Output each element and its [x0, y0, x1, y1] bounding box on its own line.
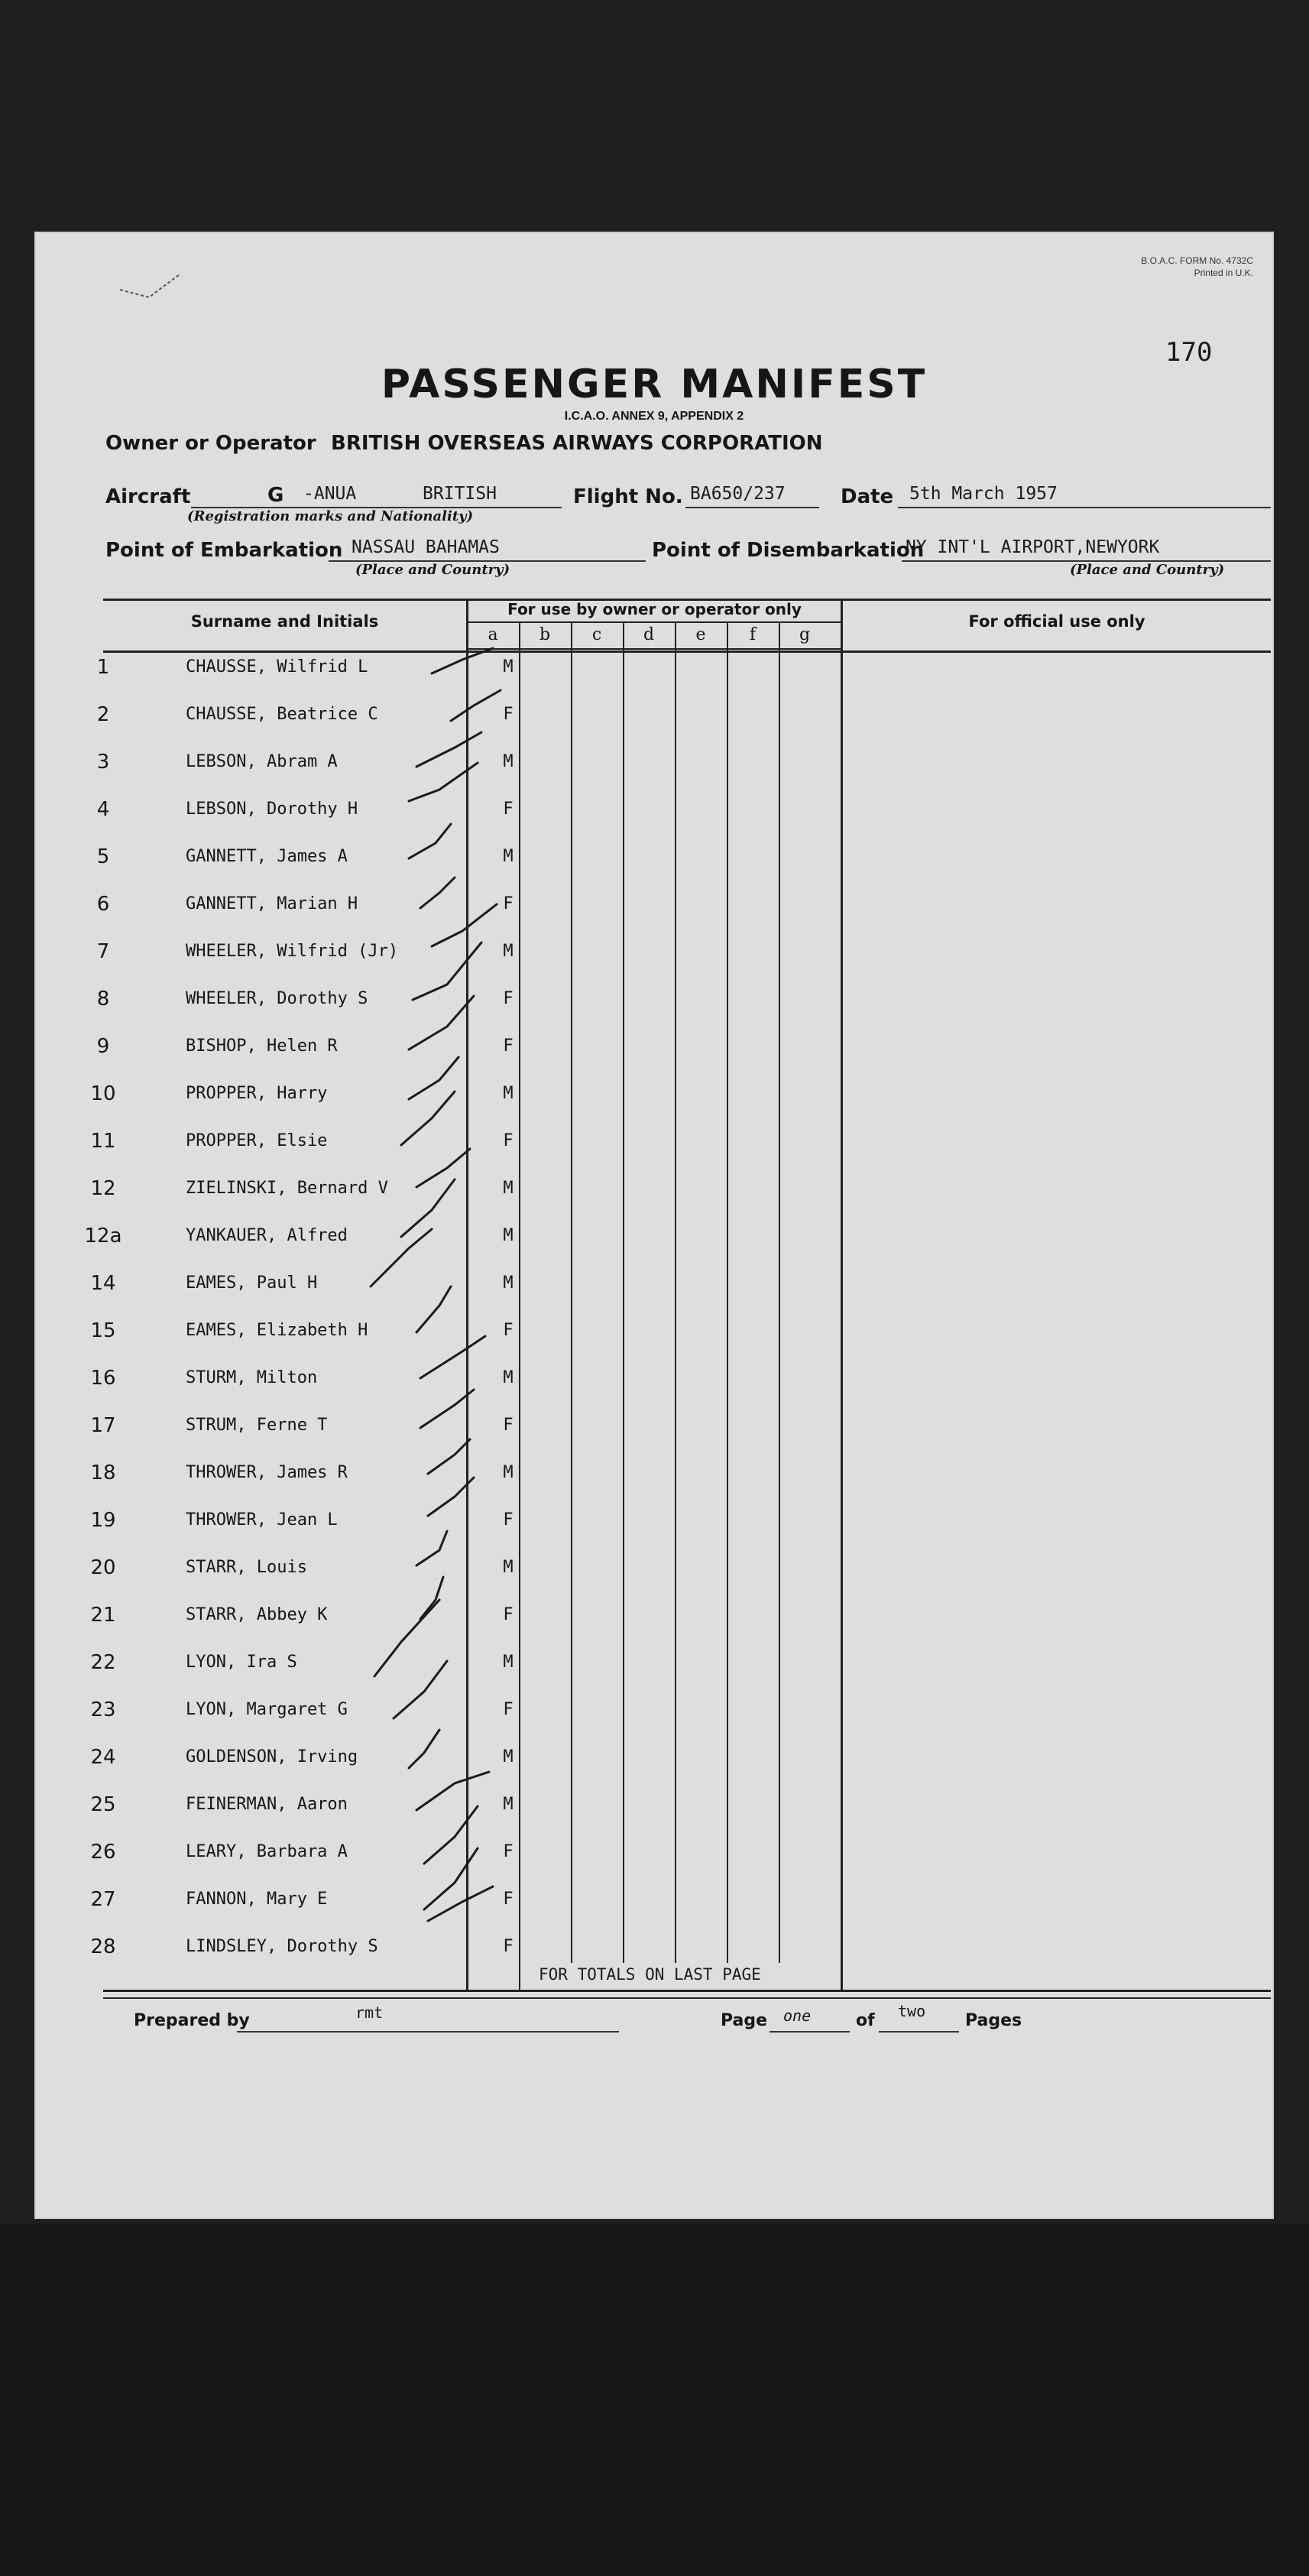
row-number: 8 — [96, 988, 110, 1011]
passenger-name: ZIELINSKI, Bernard V — [186, 1179, 388, 1198]
passenger-sex: M — [503, 942, 514, 961]
col-letter-f: f — [749, 625, 757, 644]
manifest-page — [34, 232, 1274, 2219]
aircraft-prefix: G — [267, 484, 284, 507]
passenger-name: FANNON, Mary E — [186, 1890, 328, 1909]
form-number: B.O.A.C. FORM No. 4732C — [1141, 255, 1253, 266]
row-number: 28 — [90, 1935, 116, 1958]
passenger-name: LYON, Ira S — [186, 1653, 297, 1672]
row-number: 25 — [90, 1793, 116, 1816]
passenger-sex: M — [503, 1273, 514, 1293]
disembarkation-note: (Place and Country) — [1070, 562, 1225, 578]
row-number: 20 — [90, 1556, 116, 1579]
col-letter-d: d — [643, 625, 655, 644]
passenger-sex: M — [503, 1368, 514, 1387]
row-number: 24 — [90, 1746, 116, 1769]
row-number: 2 — [96, 703, 110, 726]
passenger-sex: M — [503, 1795, 514, 1814]
passenger-sex: M — [503, 752, 514, 771]
passenger-sex: F — [503, 1131, 514, 1150]
aircraft-note: (Registration marks and Nationality) — [187, 508, 474, 524]
passenger-sex: M — [503, 1653, 514, 1672]
row-number: 12 — [90, 1177, 116, 1200]
passenger-sex: F — [503, 1842, 514, 1861]
passenger-name: EAMES, Paul H — [186, 1273, 318, 1293]
row-number: 26 — [90, 1841, 116, 1864]
page-underline — [770, 2031, 850, 2033]
passenger-sex: F — [503, 1890, 514, 1909]
date-value: 5th March 1957 — [909, 484, 1058, 504]
row-number: 6 — [96, 893, 110, 916]
passenger-sex: M — [503, 657, 514, 676]
passenger-name: STARR, Abbey K — [186, 1605, 328, 1624]
official-use-header: For official use only — [968, 612, 1145, 631]
row-number: 18 — [90, 1462, 116, 1484]
prepared-by-label: Prepared by — [134, 2011, 250, 2030]
passenger-name: BISHOP, Helen R — [186, 1037, 338, 1056]
passenger-sex: F — [503, 1321, 514, 1340]
passenger-name: EAMES, Elizabeth H — [186, 1321, 368, 1340]
row-number: 22 — [90, 1651, 116, 1674]
aircraft-nationality: BRITISH — [423, 484, 497, 504]
aircraft-label: Aircraft — [105, 485, 191, 508]
passenger-name: STARR, Louis — [186, 1558, 307, 1577]
row-number: 10 — [90, 1082, 116, 1105]
row-number: 12a — [84, 1225, 122, 1247]
passenger-name: LEARY, Barbara A — [186, 1842, 348, 1861]
passenger-sex: F — [503, 1605, 514, 1624]
passenger-sex: F — [503, 894, 514, 913]
printed-in: Printed in U.K. — [1194, 268, 1253, 278]
row-number: 23 — [90, 1698, 116, 1721]
owner-use-header: For use by owner or operator only — [507, 600, 802, 618]
flight-label: Flight No. — [573, 485, 683, 508]
col-letter-g: g — [799, 625, 811, 644]
passenger-sex: F — [503, 1510, 514, 1530]
passenger-name: FEINERMAN, Aaron — [186, 1795, 348, 1814]
surname-header: Surname and Initials — [190, 612, 379, 631]
totals-note: FOR TOTALS ON LAST PAGE — [539, 1965, 761, 1984]
passenger-sex: M — [503, 1747, 514, 1767]
owner-label: Owner or Operator — [105, 432, 316, 455]
col-letter-e: e — [695, 625, 706, 644]
row-number: 1 — [96, 656, 110, 679]
passenger-sex: M — [503, 1463, 514, 1482]
passenger-name: GANNETT, James A — [186, 847, 348, 866]
passenger-name: WHEELER, Dorothy S — [186, 989, 368, 1008]
of-underline — [879, 2031, 959, 2033]
date-label: Date — [841, 485, 894, 508]
row-number: 16 — [90, 1367, 116, 1390]
row-number: 27 — [90, 1888, 116, 1911]
row-number: 21 — [90, 1604, 116, 1627]
pages-label: Pages — [965, 2011, 1022, 2030]
embarkation-label: Point of Embarkation — [105, 539, 343, 562]
passenger-sex: M — [503, 1084, 514, 1103]
row-number: 19 — [90, 1509, 116, 1532]
document-title: PASSENGER MANIFEST — [381, 362, 928, 407]
passenger-sex: F — [503, 800, 514, 819]
embarkation-value: NASSAU BAHAMAS — [352, 537, 500, 557]
page-label: Page — [721, 2011, 768, 2030]
passenger-sex: M — [503, 1558, 514, 1577]
aircraft-registration: -ANUA — [303, 484, 357, 504]
passenger-name: LINDSLEY, Dorothy S — [186, 1937, 378, 1956]
passenger-sex: F — [503, 1700, 514, 1719]
passenger-name: PROPPER, Harry — [186, 1084, 328, 1103]
prepared-by-value: rmt — [355, 2003, 384, 2022]
passenger-name: CHAUSSE, Wilfrid L — [186, 657, 368, 676]
passenger-sex: M — [503, 1179, 514, 1198]
row-number: 3 — [96, 751, 110, 774]
disembarkation-label: Point of Disembarkation — [652, 539, 925, 562]
passenger-name: STRUM, Ferne T — [186, 1416, 328, 1435]
row-number: 17 — [90, 1414, 116, 1437]
passenger-name: THROWER, Jean L — [186, 1510, 338, 1530]
page-number-stamp: 170 — [1165, 337, 1213, 368]
passenger-name: THROWER, James R — [186, 1463, 348, 1482]
row-number: 11 — [90, 1130, 116, 1153]
of-value: two — [898, 2002, 926, 2020]
passenger-sex: F — [503, 705, 514, 724]
passenger-name: LYON, Margaret G — [186, 1700, 348, 1719]
row-number: 14 — [90, 1272, 116, 1295]
passenger-sex: F — [503, 1937, 514, 1956]
passenger-name: LEBSON, Dorothy H — [186, 800, 358, 819]
passenger-name: GANNETT, Marian H — [186, 894, 358, 913]
disembarkation-value: NY INT'L AIRPORT,NEWYORK — [906, 537, 1160, 557]
col-letter-a: a — [488, 625, 498, 644]
row-number: 9 — [96, 1035, 110, 1058]
passenger-sex: F — [503, 1037, 514, 1056]
owner-value: BRITISH OVERSEAS AIRWAYS CORPORATION — [331, 432, 823, 455]
passenger-name: WHEELER, Wilfrid (Jr) — [186, 942, 399, 961]
passenger-name: PROPPER, Elsie — [186, 1131, 328, 1150]
page-value: one — [783, 2007, 812, 2025]
passenger-name: CHAUSSE, Beatrice C — [186, 705, 378, 724]
passenger-name: LEBSON, Abram A — [186, 752, 338, 771]
of-label: of — [856, 2011, 875, 2030]
embarkation-note: (Place and Country) — [355, 562, 510, 578]
scan-border — [0, 2224, 1309, 2576]
row-number: 4 — [96, 798, 110, 821]
document-subtitle: I.C.A.O. ANNEX 9, APPENDIX 2 — [564, 410, 744, 423]
prepared-by-underline — [237, 2031, 619, 2033]
passenger-name: GOLDENSON, Irving — [186, 1747, 358, 1767]
row-number: 15 — [90, 1319, 116, 1342]
passenger-sex: M — [503, 847, 514, 866]
flight-value: BA650/237 — [690, 484, 786, 504]
passenger-sex: F — [503, 989, 514, 1008]
passenger-sex: F — [503, 1416, 514, 1435]
check-marks — [34, 232, 1274, 2219]
passenger-sex: M — [503, 1226, 514, 1245]
passenger-name: YANKAUER, Alfred — [186, 1226, 348, 1245]
passenger-name: STURM, Milton — [186, 1368, 318, 1387]
row-number: 7 — [96, 940, 110, 963]
col-letter-b: b — [539, 625, 551, 644]
col-letter-c: c — [591, 625, 602, 644]
row-number: 5 — [96, 845, 110, 868]
